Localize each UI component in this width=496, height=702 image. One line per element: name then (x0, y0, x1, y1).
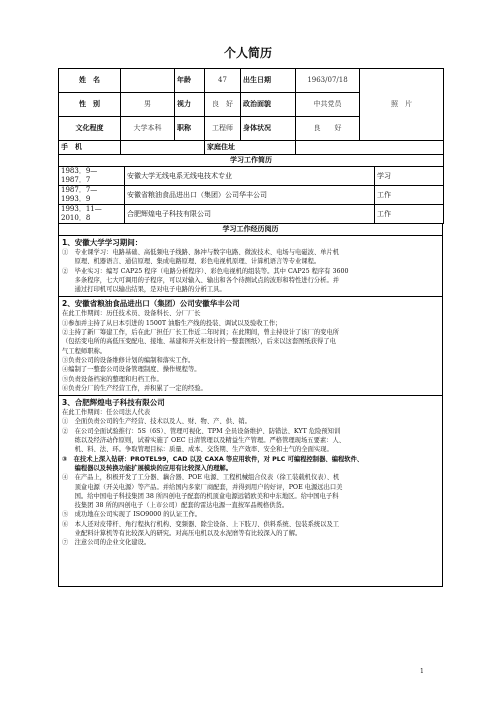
history-type: 工作 (375, 205, 444, 224)
age-label: 年龄 (175, 69, 205, 93)
section-line: ②主持了新厂筹建工作，后在此厂担任厂长工作近二年时间；在此期间，曾主持设计了该厂的变电所 (62, 329, 340, 337)
birth-date-value: 1963/07/18 (296, 69, 360, 93)
address-value (296, 141, 444, 155)
history-period: 1983．9—1987．7 (59, 167, 125, 186)
name-value (121, 69, 175, 93)
section-line: ② 在公司全面试验推行：5S（6S）、管理可视化、TPM 全员设备维护、防错法、KYT 危险预知训 (62, 427, 341, 435)
section-title: 3、合肥辉煌电子科技有限公司 (62, 398, 165, 408)
gender-label: 性 别 (59, 93, 121, 117)
section-line: 在此工作期间：任公司法人代表 (62, 409, 151, 417)
huihuang-section (59, 396, 443, 587)
section-line: 原理、机器语言、通信原理、集成电路原理、彩色电视机原理、计算机语言等专业课程。 (62, 258, 321, 266)
phone-value (121, 141, 205, 155)
section-line: ③负责公司的设备维修计划的编制和落实工作。 (62, 356, 195, 364)
section-line: ④编制了一整套公司设备管理制度、操作规程等。 (62, 366, 201, 374)
history-table (58, 154, 444, 224)
professional-title-value: 工程师 (205, 117, 241, 141)
professional-title-label: 职称 (175, 117, 205, 141)
gender-value: 男 (121, 93, 175, 117)
photo-box: 照 片 (360, 69, 444, 141)
section-line: 编程器以及转换功能扩展模块的应用有比较深入的理解。 (62, 464, 233, 472)
history-place: 合肥辉煌电子科技有限公司 (125, 205, 375, 224)
basic-info-table (58, 68, 444, 155)
section-line: ② 毕业实习：编写 CAP25 程序（电路分析程序）、彩色电视机的组装等。其中 CAP25 程序有 3600 (62, 267, 349, 275)
page-title: 个人简历 (223, 46, 272, 60)
section-line: 通过打印机可以输出结果，是对电子电路的分析工具。 (62, 286, 226, 294)
name-label: 姓 名 (59, 69, 121, 93)
section-line: ① 全面负责公司的生产经营、技术以及人、财、物、产、供、销。 (62, 418, 251, 426)
age-value: 47 (205, 69, 241, 93)
history-type: 工作 (375, 186, 444, 205)
health-label: 身体状况 (241, 117, 296, 141)
section-line: ⑥负责分厂的生产经营工作，并积累了一定的经验。 (62, 384, 207, 392)
section-line: 机、料、法、环。争取管理目标：质量、成本、交货期、生产效率、安全和士气的全面实现。 (62, 446, 333, 454)
huafeng-section (59, 297, 443, 396)
education-value: 大学本科 (121, 117, 175, 141)
history-period: 1987．7—1993．9 (59, 186, 125, 205)
section-line: ① 专业课学习：电路基础、高低频电子线路、脉冲与数字电路、微波技术、电场与电磁波、单片机 (62, 249, 340, 256)
section-title: 2、安徽省粮油食品进出口（集团）公司安徽华丰公司 (62, 299, 240, 309)
university-section (59, 236, 443, 297)
section-line: 技集团 38 所的四创电子（上市公司）配套的雷达电源一直按军品规格供货。 (62, 502, 289, 510)
section-line: ⑥ 本人还对皮带杆、角行程执行机构、变频器、除尘设备、上下肢刀、供料系统、包装系统以及工 (62, 520, 340, 528)
experience-heading: 学习工作经历阅历 (59, 224, 443, 236)
history-place: 安徽大学无线电系无线电技术专业 (125, 167, 375, 186)
political-status-label: 政治面貌 (241, 93, 296, 117)
page-number: 1 (420, 668, 424, 675)
birth-date-label: 出生日期 (241, 69, 296, 93)
political-status-value: 中共党员 (296, 93, 360, 117)
section-title: 1、安徽大学学习期间： (62, 238, 143, 247)
address-label: 家庭住址 (205, 141, 296, 155)
section-line: 气工程师职称。 (62, 347, 107, 355)
vision-label: 视力 (175, 93, 205, 117)
history-type: 学习 (375, 167, 444, 186)
history-place: 安徽省粮油食品进出口（集团）公司华丰公司 (125, 186, 375, 205)
section-line: ①参加并主持了从日本引进的 1500T 油脂生产线的投装、调试以及验收工作； (62, 319, 282, 327)
vision-value: 良 好 (205, 93, 241, 117)
history-row (59, 167, 444, 186)
resume-form (58, 68, 443, 587)
history-row (59, 186, 444, 205)
history-row (59, 205, 444, 224)
history-heading: 学习工作简历 (59, 155, 444, 167)
section-line: ③ 在技术上深入钻研：PROTEL99，CAD 以及 CAXA 等应用软件，对 PLC 可编程控制器、编程软件、 (62, 455, 364, 463)
section-line: 国。给中国电子科技集团 38 所四创电子配套的机顶盒电源远销欧美和中东地区。给中国电子科 (62, 492, 339, 500)
section-line: 多条程序，七大可调用的子程序，可以对输入、输出和各个待测试点的波形和特性进行分析。并 (62, 276, 340, 284)
section-line: ④ 在产品上，积极开发了工分器、藕合器、POE 电源、工程机械组合仪表（徐工装载机仪表）、机 (62, 474, 340, 482)
section-line: ⑦ 注意公司的企业文化建设。 (62, 539, 151, 547)
section-line: （包括变电所的高低压变配电、接地、基建和开关柜设计的一整套图纸），后来以这套图纸获得了电 (62, 338, 336, 346)
section-line: ⑤负责设备档案的整理和归档工作。 (62, 375, 163, 383)
section-line: 顶盒电源（开关电源）等产品。并给国内多家厂商配套，并得到用户的好评，POE 电源远出口美 (62, 483, 343, 491)
phone-label: 手 机 (59, 141, 121, 155)
education-label: 文化程度 (59, 117, 121, 141)
experience-table (58, 223, 443, 587)
section-line: ⑤ 成功地在公司实现了 ISO9000 的认证工作。 (62, 511, 202, 519)
section-line: 练以及经济动作原则，试着实施了 OEC 日清管理以及精益生产管理。严格管理现场五要素：人、 (62, 437, 346, 445)
section-line: 在此工作期间：历任技术员、设备科长、分厂厂长 (62, 310, 201, 318)
history-period: 1993．11—2010．8 (59, 205, 125, 224)
health-value: 良 好 (296, 117, 360, 141)
section-line: 业配料计算机等有比较深入的研究。对高压电机以及水泥磨等有比较深入的了解。 (62, 530, 302, 538)
